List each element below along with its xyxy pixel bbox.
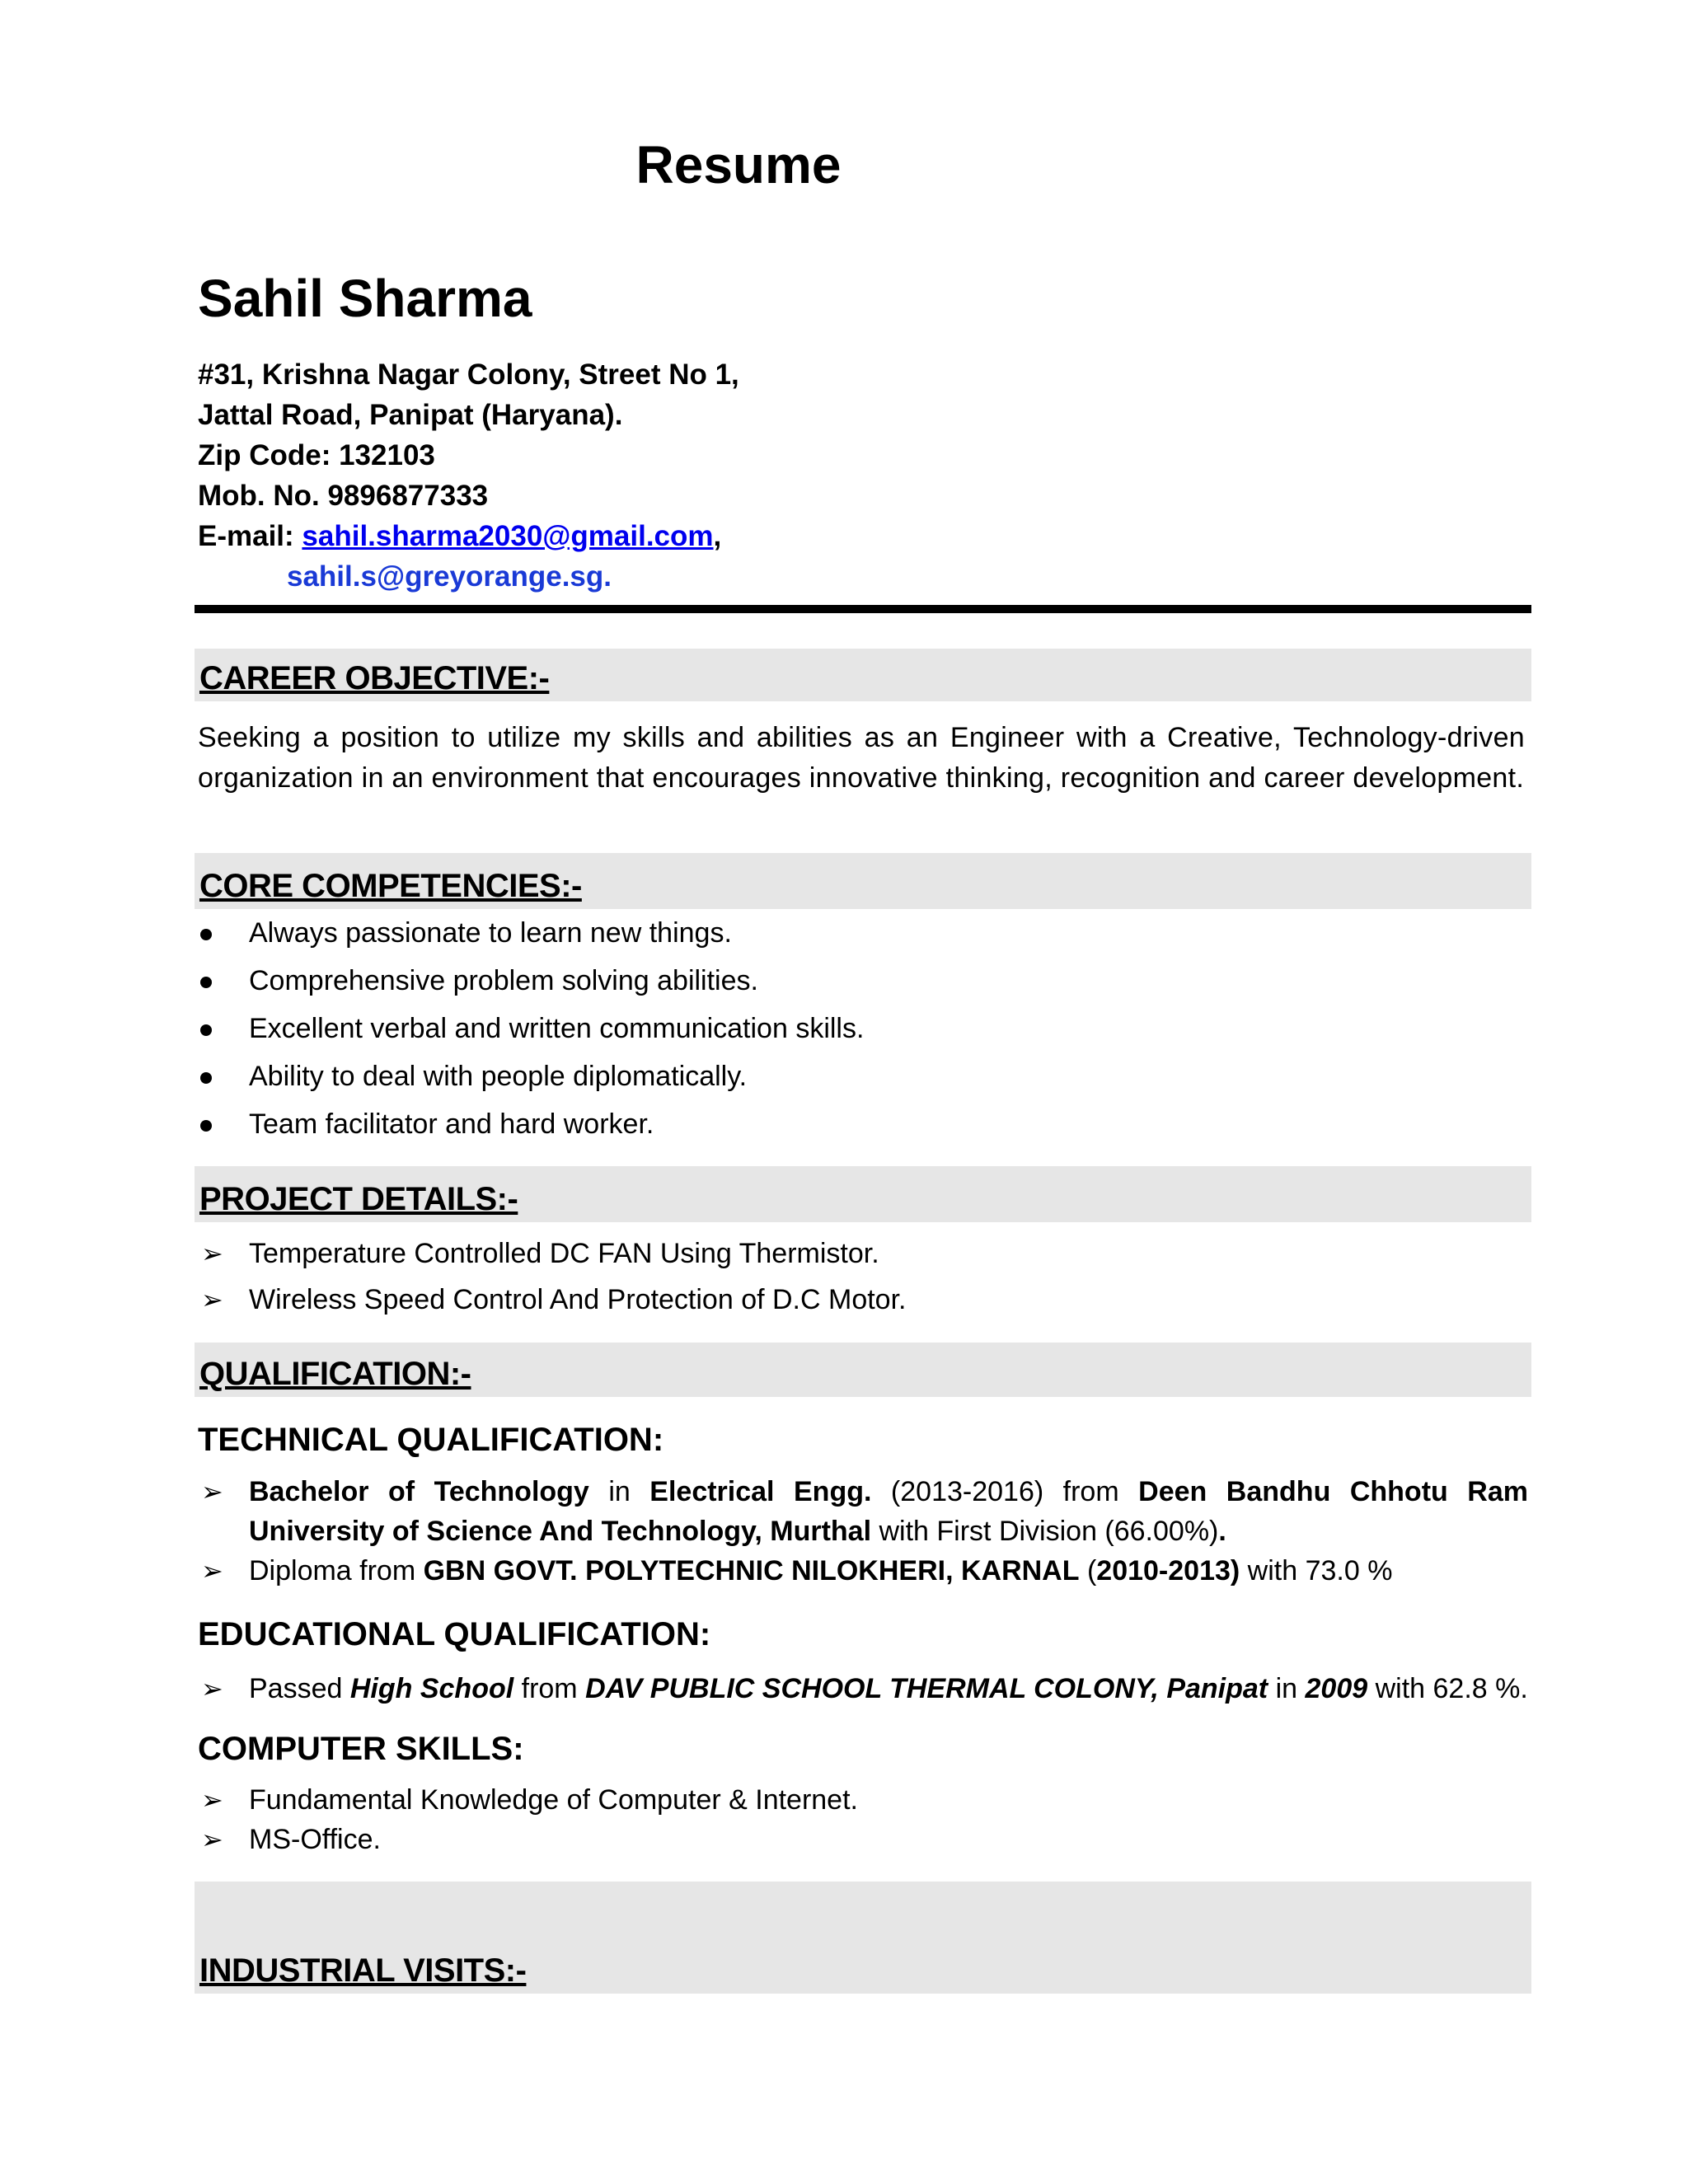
email-primary-link[interactable]: sahil.sharma2030@gmail.com: [302, 520, 714, 552]
zip-code: Zip Code: 132103: [198, 439, 435, 471]
arrow-bullet-icon: ➢: [201, 1556, 223, 1586]
educational-qualification-heading: EDUCATIONAL QUALIFICATION:: [198, 1616, 711, 1652]
arrow-bullet-icon: ➢: [201, 1477, 223, 1507]
arrow-bullet-icon: ➢: [201, 1674, 223, 1704]
core-competencies-bar: [195, 853, 1531, 909]
list-item: ➢ Passed High School from DAV PUBLIC SCHOOL THERMAL COLONY, Panipat in 2009 with 62.8 %.: [198, 1669, 1533, 1708]
project-details-bar: [195, 1166, 1531, 1222]
list-item: Ability to deal with people diplomatically.: [198, 1052, 1533, 1100]
list-item: Team facilitator and hard worker.: [198, 1100, 1533, 1148]
technical-qualification-list: [198, 1472, 1533, 1592]
arrow-bullet-icon: ➢: [201, 1785, 223, 1815]
contact-block: [198, 354, 739, 597]
career-objective-bar: [195, 649, 1531, 701]
list-item: ➢ Fundamental Knowledge of Computer & Internet.: [198, 1780, 1533, 1820]
industrial-visits-heading: INDUSTRIAL VISITS:-: [199, 1952, 527, 1989]
list-item: ➢ MS-Office.: [198, 1820, 1533, 1859]
mobile-number: Mob. No. 9896877333: [198, 480, 489, 512]
industrial-visits-bar: [195, 1882, 1531, 1994]
document-title: Resume: [635, 135, 842, 194]
qualification-heading: QUALIFICATION:-: [199, 1356, 471, 1392]
project-details-list: [198, 1234, 1533, 1326]
computer-skills-heading: COMPUTER SKILLS:: [198, 1731, 524, 1767]
educational-qualification-list: [198, 1669, 1533, 1708]
header-divider: [195, 605, 1531, 613]
arrow-bullet-icon: ➢: [201, 1825, 223, 1854]
qualification-bar: [195, 1343, 1531, 1397]
email-line: [198, 516, 739, 556]
email-secondary[interactable]: sahil.s@greyorange.sg.: [287, 560, 612, 593]
career-objective-text: Seeking a position to utilize my skills and abilities as an Engineer with a Creative, Technology-driven organization in an environment that encourages innovative thinking, recognition and career development.: [198, 722, 1525, 794]
address-line-2: Jattal Road, Panipat (Haryana).: [198, 399, 623, 431]
list-item: ➢ Diploma from GBN GOVT. POLYTECHNIC NILOKHERI, KARNAL (2010-2013) with 73.0 %: [198, 1551, 1533, 1592]
list-item: ➢ Bachelor of Technology in Electrical Engg. (2013-2016) from Deen Bandhu Chhotu Ram University of Science And Technology, Murthal with First Division (66.00%).: [198, 1472, 1533, 1551]
list-item: ➢ Temperature Controlled DC FAN Using Thermistor.: [198, 1234, 1533, 1280]
email-separator: ,: [713, 520, 722, 552]
list-item: Always passionate to learn new things.: [198, 909, 1533, 957]
project-details-heading: PROJECT DETAILS:-: [199, 1181, 518, 1217]
list-item: ➢ Wireless Speed Control And Protection of D.C Motor.: [198, 1280, 1533, 1326]
computer-skills-list: [198, 1780, 1533, 1859]
email-label: E-mail:: [198, 520, 302, 552]
core-competencies-heading: CORE COMPETENCIES:-: [199, 868, 582, 904]
list-item: Excellent verbal and written communication skills.: [198, 1005, 1533, 1052]
candidate-name: Sahil Sharma: [198, 269, 532, 328]
technical-qualification-heading: TECHNICAL QUALIFICATION:: [198, 1422, 664, 1458]
core-competencies-list: [198, 909, 1533, 1148]
arrow-bullet-icon: ➢: [201, 1285, 223, 1315]
arrow-bullet-icon: ➢: [201, 1239, 223, 1268]
address-line-1: #31, Krishna Nagar Colony, Street No 1,: [198, 359, 739, 391]
career-objective-heading: CAREER OBJECTIVE:-: [199, 660, 550, 696]
list-item: Comprehensive problem solving abilities.: [198, 957, 1533, 1005]
